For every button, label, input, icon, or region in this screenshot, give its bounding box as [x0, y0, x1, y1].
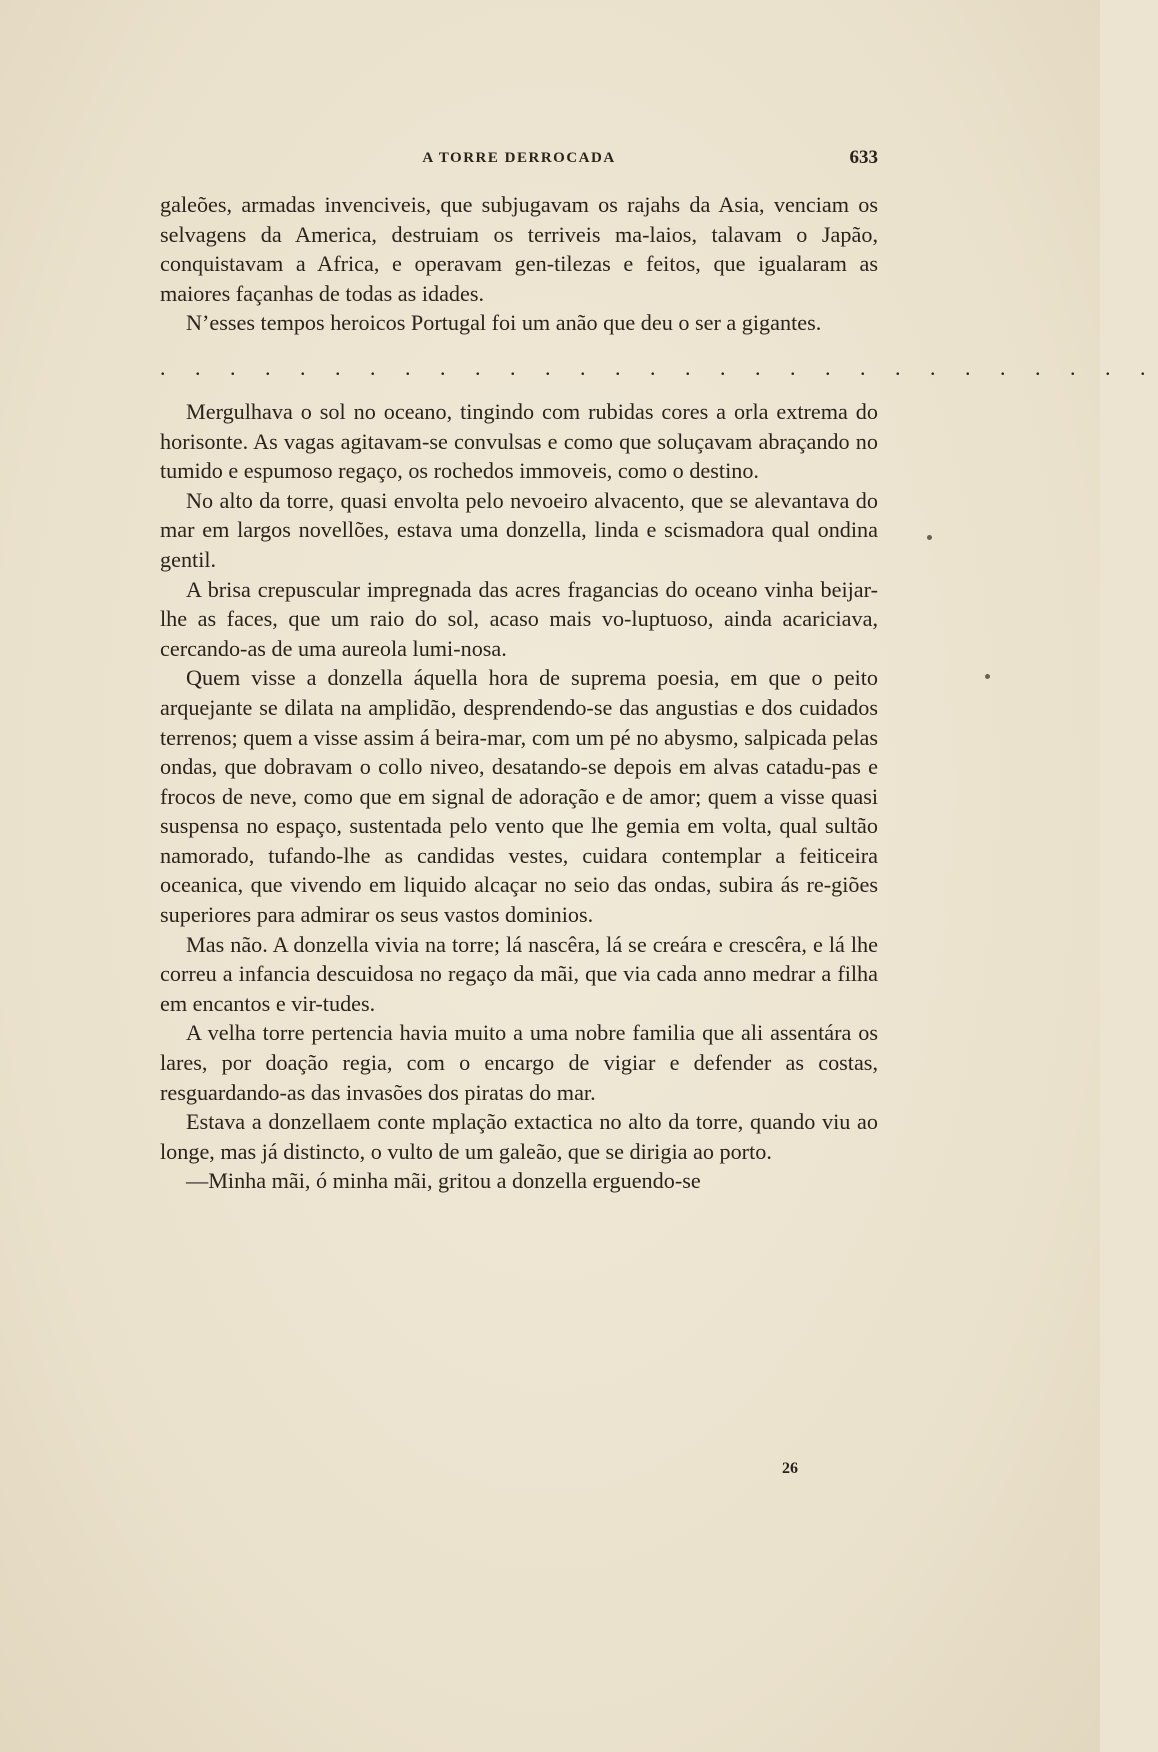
paragraph: No alto da torre, quasi envolta pelo nevoeiro alvacento, que se alevantava do mar em largos novellões, estava uma donzella, linda e scismadora qual ondina gentil.: [160, 487, 878, 572]
signature-mark: 26: [782, 1460, 798, 1477]
section-separator: . . . . . . . . . . . . . . . . . . . . . . . . . . . . .: [160, 354, 1158, 380]
paragraph: Quem visse a donzella áquella hora de suprema poesia, em que o peito arquejante se dilata na amplidão, desprendendo-se das angustias e dos cuidados terrenos; quem a visse assim á beira-mar, com um pé no abysmo, salpicada pelas ondas, que dobravam o collo niveo, desatando-se depois em alvas catadu-pas e frocos de neve, como que em signal de adoração e de amor; quem a visse quasi suspensa no espaço, sustentada pelo vento que lhe gemia em volta, qual sultão namorado, tufando-lhe as candidas vestes, cuidara contemplar a feiticeira oceanica, que vivendo em liquido alcaçar no seio das ondas, subira ás re-giões superiores para admirar os seus vastos dominios.: [160, 665, 878, 928]
paragraph: Estava a donzellaem conte mplação extactica no alto da torre, quando viu ao longe, mas já distincto, o vulto de um galeão, que se dirigia ao porto.: [160, 1109, 878, 1164]
paragraph: Mergulhava o sol no oceano, tingindo com rubidas cores a orla extrema do horisonte. As vagas agitavam-se convulsas e como que soluçavam abraçando no tumido e espumoso regaço, os rochedos immoveis, como o destino.: [160, 398, 878, 484]
paragraph: A velha torre pertencia havia muito a uma nobre familia que ali assentára os lares, por doação regia, com o encargo de vigiar e defender as costas, resguardando-as das invasões dos piratas do mar.: [160, 1020, 878, 1105]
paragraph: —Minha mãi, ó minha mãi, gritou a donzella erguendo-se: [186, 1168, 701, 1194]
page-number: 633: [849, 147, 878, 168]
ink-speck: [927, 535, 932, 540]
body-text: [160, 190, 1158, 1196]
paragraph: Mas não. A donzella vivia na torre; lá nascêra, lá se creára e crescêra, e lá lhe correu a infancia descuidosa no regaço da mãi, que via cada anno medrar a filha em encantos e vir-tudes.: [160, 931, 878, 1016]
paragraph: N’esses tempos heroicos Portugal foi um anão que deu o ser a gigantes.: [186, 310, 822, 336]
running-head: [160, 147, 878, 174]
paragraph: galeões, armadas invenciveis, que subjugavam os rajahs da Asia, venciam os selvagens da America, destruiam os terriveis ma-laios, talavam o Japão, conquistavam a Africa, e operavam gen-tilezas e feitos, que igualaram as maiores façanhas de todas as idades.: [160, 192, 878, 306]
paragraph: A brisa crepuscular impregnada das acres fragancias do oceano vinha beijar-lhe as faces, que um raio do sol, acaso mais vo-luptuoso, ainda acariciava, cercando-as de uma aureola lumi-nosa.: [160, 576, 878, 661]
ink-speck: [985, 674, 990, 679]
running-title: A TORRE DERROCADA: [422, 150, 616, 166]
